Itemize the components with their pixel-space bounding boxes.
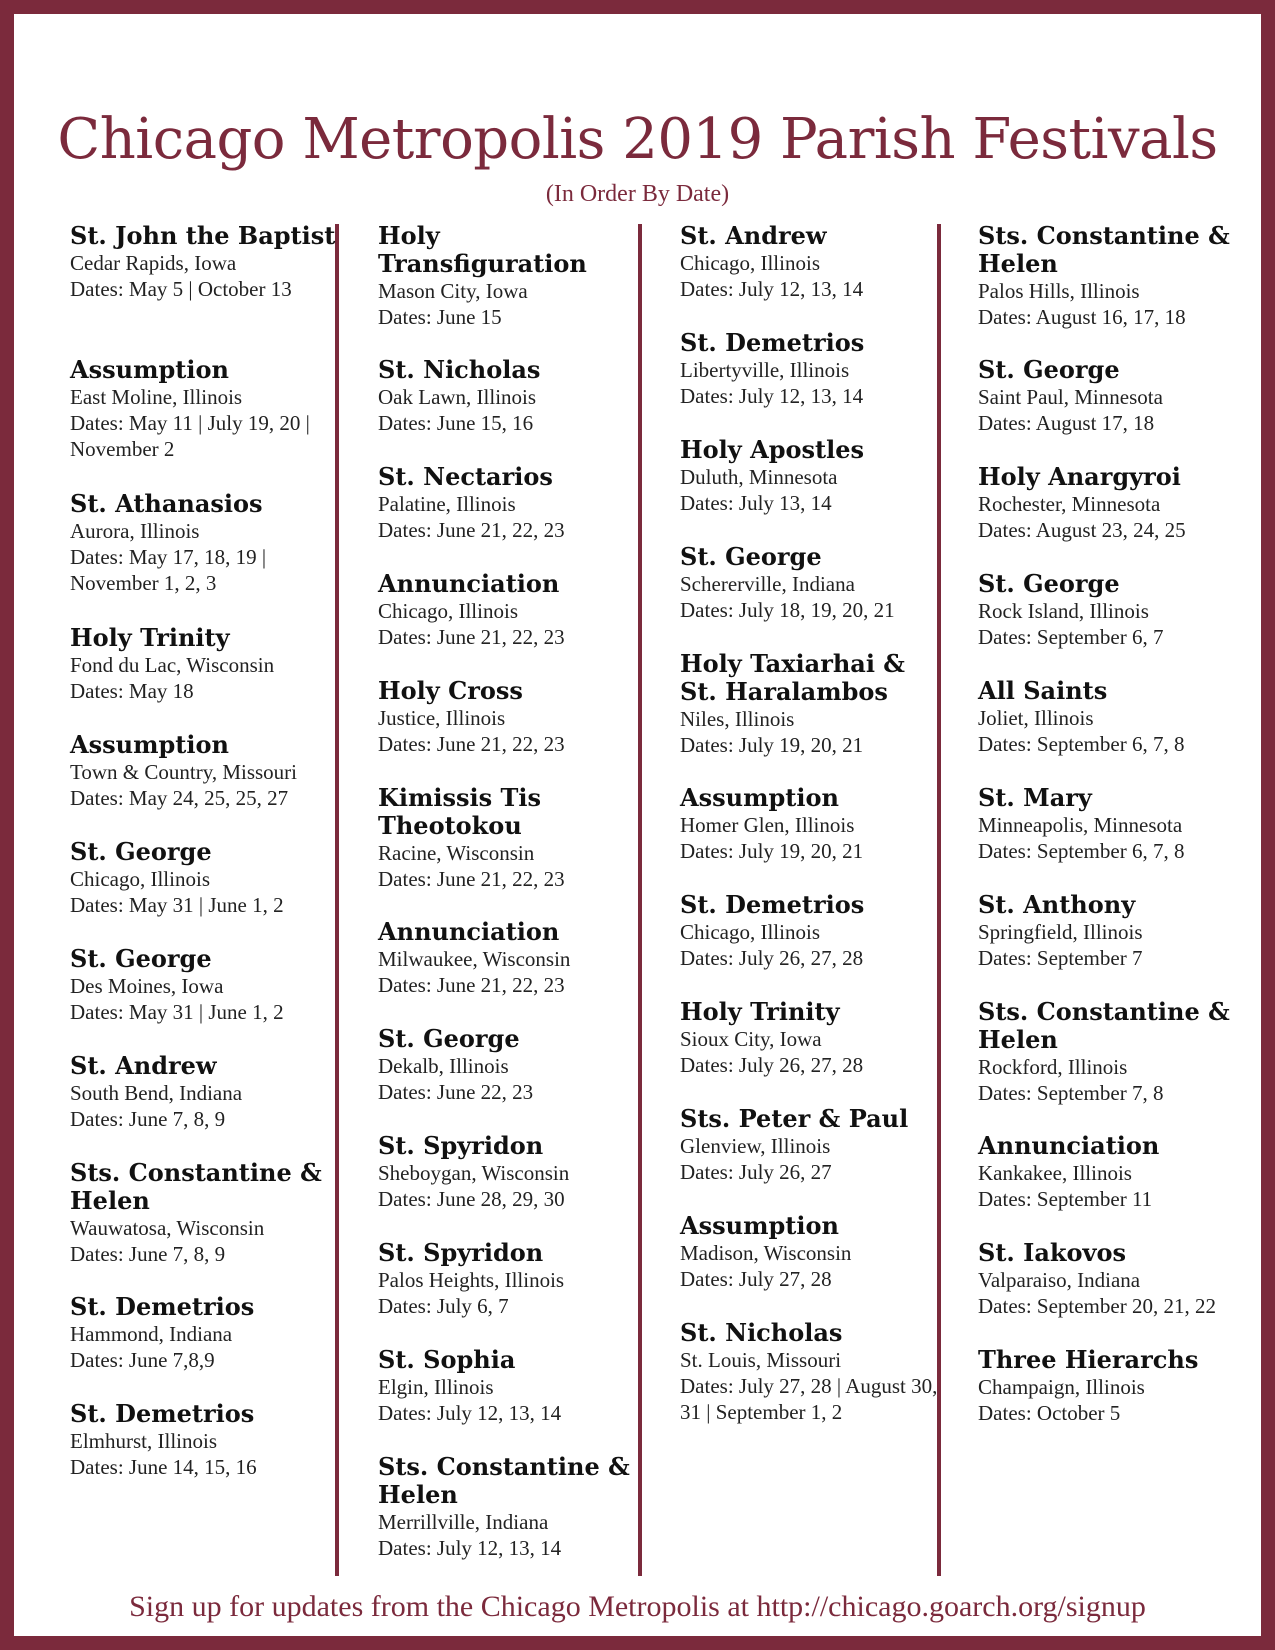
festival-entry — [680, 329, 942, 436]
festival-dates: Dates: August 17, 18 — [978, 411, 1155, 435]
parish-location: Mason City, Iowa — [378, 279, 528, 303]
parish-location: South Bend, Indiana — [70, 1081, 243, 1105]
festival-dates: Dates: July 19, 20, 21 — [680, 733, 864, 757]
festival-entry — [70, 838, 340, 945]
parish-name: Sts. Constantine & Helen — [978, 221, 1230, 278]
parish-location: Rochester, Minnesota — [978, 492, 1161, 516]
page-title: Chicago Metropolis 2019 Parish Festivals — [57, 107, 1218, 172]
parish-location: Minneapolis, Minnesota — [978, 813, 1183, 837]
festival-entry — [378, 1453, 640, 1560]
festival-dates: Dates: July 19, 20, 21 — [680, 839, 864, 863]
parish-location: Merrillville, Indiana — [378, 1510, 549, 1534]
festival-entry — [70, 1159, 340, 1293]
festival-dates: Dates: July 26, 27, 28 — [680, 946, 864, 970]
festival-dates: Dates: September 11 — [978, 1187, 1153, 1211]
festival-dates: Dates: September 7, 8 — [978, 1081, 1164, 1105]
parish-location: Chicago, Illinois — [680, 251, 820, 275]
festival-dates: Dates: August 23, 24, 25 — [978, 518, 1186, 542]
parish-name: Sts. Constantine & Helen — [70, 1158, 322, 1215]
parish-name: St. Nicholas — [680, 1318, 843, 1347]
festival-column-1 — [70, 222, 340, 1507]
festival-dates: Dates: June 21, 22, 23 — [378, 625, 565, 649]
parish-name: St. George — [680, 542, 822, 571]
festival-column-3 — [680, 222, 942, 1453]
parish-name: Holy Taxiarhai & St. Haralambos — [680, 649, 905, 706]
festival-dates: Dates: September 20, 21, 22 — [978, 1294, 1216, 1318]
parish-name: St. Sophia — [378, 1345, 516, 1374]
festival-dates: Dates: July 12, 13, 14 — [680, 384, 864, 408]
festival-entry — [680, 1319, 942, 1453]
festival-entry — [70, 731, 340, 838]
festival-entry — [978, 356, 1248, 463]
parish-location: Champaign, Illinois — [978, 1375, 1145, 1399]
festival-dates: Dates: July 6, 7 — [378, 1294, 509, 1318]
parish-location: Wauwatosa, Wisconsin — [70, 1216, 265, 1240]
festival-entry — [70, 1400, 340, 1507]
festival-dates: Dates: July 27, 28 | August 30, 31 | September 1, 2 — [680, 1374, 938, 1424]
parish-name: Assumption — [680, 783, 839, 812]
parish-name: All Saints — [978, 676, 1108, 705]
parish-location: Niles, Illinois — [680, 707, 795, 731]
festival-dates: Dates: September 6, 7, 8 — [978, 839, 1185, 863]
festival-dates: Dates: June 21, 22, 23 — [378, 518, 565, 542]
parish-name: Holy Trinity — [680, 997, 840, 1026]
parish-location: Sioux City, Iowa — [680, 1027, 822, 1051]
parish-location: Springfield, Illinois — [978, 920, 1143, 944]
parish-name: Assumption — [680, 1211, 839, 1240]
festival-dates: Dates: July 12, 13, 14 — [680, 277, 864, 301]
festival-entry — [378, 222, 640, 356]
festival-entry — [978, 784, 1248, 891]
parish-name: St. Demetrios — [680, 328, 865, 357]
parish-name: St. George — [978, 355, 1120, 384]
parish-location: Dekalb, Illinois — [378, 1054, 509, 1078]
festival-dates: Dates: May 11 | July 19, 20 | November 2 — [70, 411, 310, 461]
festival-entry — [70, 356, 340, 490]
parish-location: Des Moines, Iowa — [70, 974, 224, 998]
parish-location: Hammond, Indiana — [70, 1322, 233, 1346]
festival-dates: Dates: September 7 — [978, 946, 1143, 970]
festival-entry — [378, 677, 640, 784]
festival-dates: Dates: June 15 — [378, 305, 502, 329]
festival-dates: Dates: June 15, 16 — [378, 411, 534, 435]
parish-location: Rock Island, Illinois — [978, 599, 1149, 623]
parish-location: Kankakee, Illinois — [978, 1161, 1132, 1185]
festival-dates: Dates: May 18 — [70, 679, 194, 703]
festival-entry — [978, 677, 1248, 784]
parish-location: Madison, Wisconsin — [680, 1241, 852, 1265]
parish-location: Chicago, Illinois — [70, 867, 210, 891]
parish-name: St. Nicholas — [378, 355, 541, 384]
festival-dates: Dates: May 31 | June 1, 2 — [70, 1000, 284, 1024]
page-subtitle: (In Order By Date) — [545, 181, 730, 207]
festival-entry — [680, 784, 942, 891]
festival-entry — [680, 650, 942, 784]
festival-entry — [680, 436, 942, 543]
parish-name: St. Spyridon — [378, 1131, 544, 1160]
festival-entry — [70, 1052, 340, 1159]
parish-location: Aurora, Illinois — [70, 519, 200, 543]
parish-name: St. Demetrios — [680, 890, 865, 919]
festival-entry — [978, 463, 1248, 570]
festival-entry — [378, 1132, 640, 1239]
parish-name: Sts. Constantine & Helen — [978, 997, 1230, 1054]
parish-location: St. Louis, Missouri — [680, 1348, 842, 1372]
parish-location: Fond du Lac, Wisconsin — [70, 653, 275, 677]
parish-name: Assumption — [70, 730, 229, 759]
parish-name: St. Iakovos — [978, 1238, 1127, 1267]
festival-entry — [378, 1239, 640, 1346]
festival-dates: Dates: June 7, 8, 9 — [70, 1107, 226, 1131]
parish-name: St. George — [978, 569, 1120, 598]
parish-location: Racine, Wisconsin — [378, 841, 535, 865]
parish-name: Annunciation — [378, 569, 560, 598]
parish-name: St. George — [70, 944, 212, 973]
festival-entry — [70, 945, 340, 1052]
parish-location: Oak Lawn, Illinois — [378, 385, 537, 409]
parish-name: St. George — [378, 1024, 520, 1053]
parish-location: Rockford, Illinois — [978, 1055, 1128, 1079]
parish-name: St. Anthony — [978, 890, 1136, 919]
parish-name: Three Hierarchs — [978, 1345, 1199, 1374]
festival-dates: Dates: June 22, 23 — [378, 1080, 534, 1104]
festival-entry — [378, 918, 640, 1025]
parish-name: St. Demetrios — [70, 1399, 255, 1428]
festival-entry — [680, 543, 942, 650]
festival-entry — [70, 1293, 340, 1400]
parish-location: Glenview, Illinois — [680, 1134, 831, 1158]
festival-dates: Dates: June 14, 15, 16 — [70, 1455, 257, 1479]
festival-dates: Dates: May 24, 25, 25, 27 — [70, 786, 289, 810]
parish-name: Holy Trinity — [70, 623, 230, 652]
festival-dates: Dates: September 6, 7, 8 — [978, 732, 1185, 756]
festival-entry — [978, 998, 1248, 1132]
festival-entry — [680, 1105, 942, 1212]
parish-location: Town & Country, Missouri — [70, 760, 298, 784]
festival-entry — [978, 222, 1248, 356]
festival-dates: Dates: July 13, 14 — [680, 491, 832, 515]
parish-location: East Moline, Illinois — [70, 385, 243, 409]
festival-entry — [978, 1346, 1248, 1453]
festival-dates: Dates: May 31 | June 1, 2 — [70, 893, 284, 917]
parish-location: Cedar Rapids, Iowa — [70, 251, 237, 275]
parish-name: St. George — [70, 837, 212, 866]
festival-dates: Dates: June 7,8,9 — [70, 1348, 215, 1372]
festival-dates: Dates: July 12, 13, 14 — [378, 1401, 562, 1425]
festival-entry — [378, 356, 640, 463]
parish-location: Homer Glen, Illinois — [680, 813, 855, 837]
festival-entry — [680, 998, 942, 1105]
parish-name: Holy Transfiguration — [378, 221, 587, 278]
festival-entry — [680, 222, 942, 329]
parish-name: St. Mary — [978, 783, 1092, 812]
festival-entry — [70, 624, 340, 731]
parish-name: Holy Apostles — [680, 435, 865, 464]
parish-location: Valparaiso, Indiana — [978, 1268, 1141, 1292]
parish-name: Annunciation — [978, 1131, 1160, 1160]
festival-dates: Dates: July 27, 28 — [680, 1267, 832, 1291]
festival-entry — [378, 784, 640, 918]
parish-location: Chicago, Illinois — [680, 920, 820, 944]
festival-entry — [978, 1239, 1248, 1346]
parish-name: Sts. Peter & Paul — [680, 1104, 909, 1133]
parish-name: Holy Cross — [378, 676, 523, 705]
parish-location: Joliet, Illinois — [978, 706, 1094, 730]
festival-entry — [978, 1132, 1248, 1239]
parish-location: Elmhurst, Illinois — [70, 1429, 217, 1453]
festival-dates: Dates: May 5 | October 13 — [70, 277, 292, 301]
parish-name: St. John the Baptist — [70, 221, 336, 250]
festival-dates: Dates: June 21, 22, 23 — [378, 973, 565, 997]
signup-footer: Sign up for updates from the Chicago Metropolis at http://chicago.goarch.org/signup — [129, 1590, 1146, 1623]
festival-dates: Dates: July 26, 27 — [680, 1160, 832, 1184]
parish-name: Assumption — [70, 355, 229, 384]
parish-location: Duluth, Minnesota — [680, 465, 838, 489]
parish-location: Palos Hills, Illinois — [978, 279, 1140, 303]
festival-dates: Dates: October 5 — [978, 1401, 1121, 1425]
festival-entry — [978, 570, 1248, 677]
festival-entry — [378, 1346, 640, 1453]
parish-location: Chicago, Illinois — [378, 599, 518, 623]
festival-dates: Dates: June 21, 22, 23 — [378, 867, 565, 891]
festival-dates: Dates: June 7, 8, 9 — [70, 1242, 226, 1266]
parish-name: Annunciation — [378, 917, 560, 946]
parish-name: St. Andrew — [680, 221, 827, 250]
festival-dates: Dates: July 18, 19, 20, 21 — [680, 598, 895, 622]
festival-dates: Dates: August 16, 17, 18 — [978, 305, 1186, 329]
parish-location: Palos Heights, Illinois — [378, 1268, 565, 1292]
festival-dates: Dates: July 12, 13, 14 — [378, 1536, 562, 1560]
parish-location: Milwaukee, Wisconsin — [378, 947, 571, 971]
parish-name: St. Demetrios — [70, 1292, 255, 1321]
festival-dates: Dates: September 6, 7 — [978, 625, 1164, 649]
festival-entry — [70, 490, 340, 624]
festival-entry — [680, 891, 942, 998]
festival-entry — [378, 463, 640, 570]
festival-entry — [680, 1212, 942, 1319]
festival-dates: Dates: May 17, 18, 19 | November 1, 2, 3 — [70, 545, 267, 595]
parish-name: St. Andrew — [70, 1051, 217, 1080]
festival-dates: Dates: June 21, 22, 23 — [378, 732, 565, 756]
parish-location: Libertyville, Illinois — [680, 358, 850, 382]
parish-location: Justice, Illinois — [378, 706, 506, 730]
festival-column-4 — [978, 222, 1248, 1453]
parish-location: Saint Paul, Minnesota — [978, 385, 1163, 409]
parish-location: Elgin, Illinois — [378, 1375, 494, 1399]
parish-location: Sheboygan, Wisconsin — [378, 1161, 570, 1185]
parish-location: Schererville, Indiana — [680, 572, 855, 596]
parish-name: St. Athanasios — [70, 489, 263, 518]
parish-name: Holy Anargyroi — [978, 462, 1181, 491]
parish-name: St. Spyridon — [378, 1238, 544, 1267]
parish-name: Kimissis Tis Theotokou — [378, 783, 541, 840]
festival-column-2 — [378, 222, 640, 1560]
parish-name: Sts. Constantine & Helen — [378, 1452, 630, 1509]
festival-dates: Dates: July 26, 27, 28 — [680, 1053, 864, 1077]
festival-entry — [70, 222, 340, 356]
festival-entry — [378, 1025, 640, 1132]
festival-entry — [378, 570, 640, 677]
festival-entry — [978, 891, 1248, 998]
festival-dates: Dates: June 28, 29, 30 — [378, 1187, 565, 1211]
parish-name: St. Nectarios — [378, 462, 553, 491]
parish-location: Palatine, Illinois — [378, 492, 516, 516]
